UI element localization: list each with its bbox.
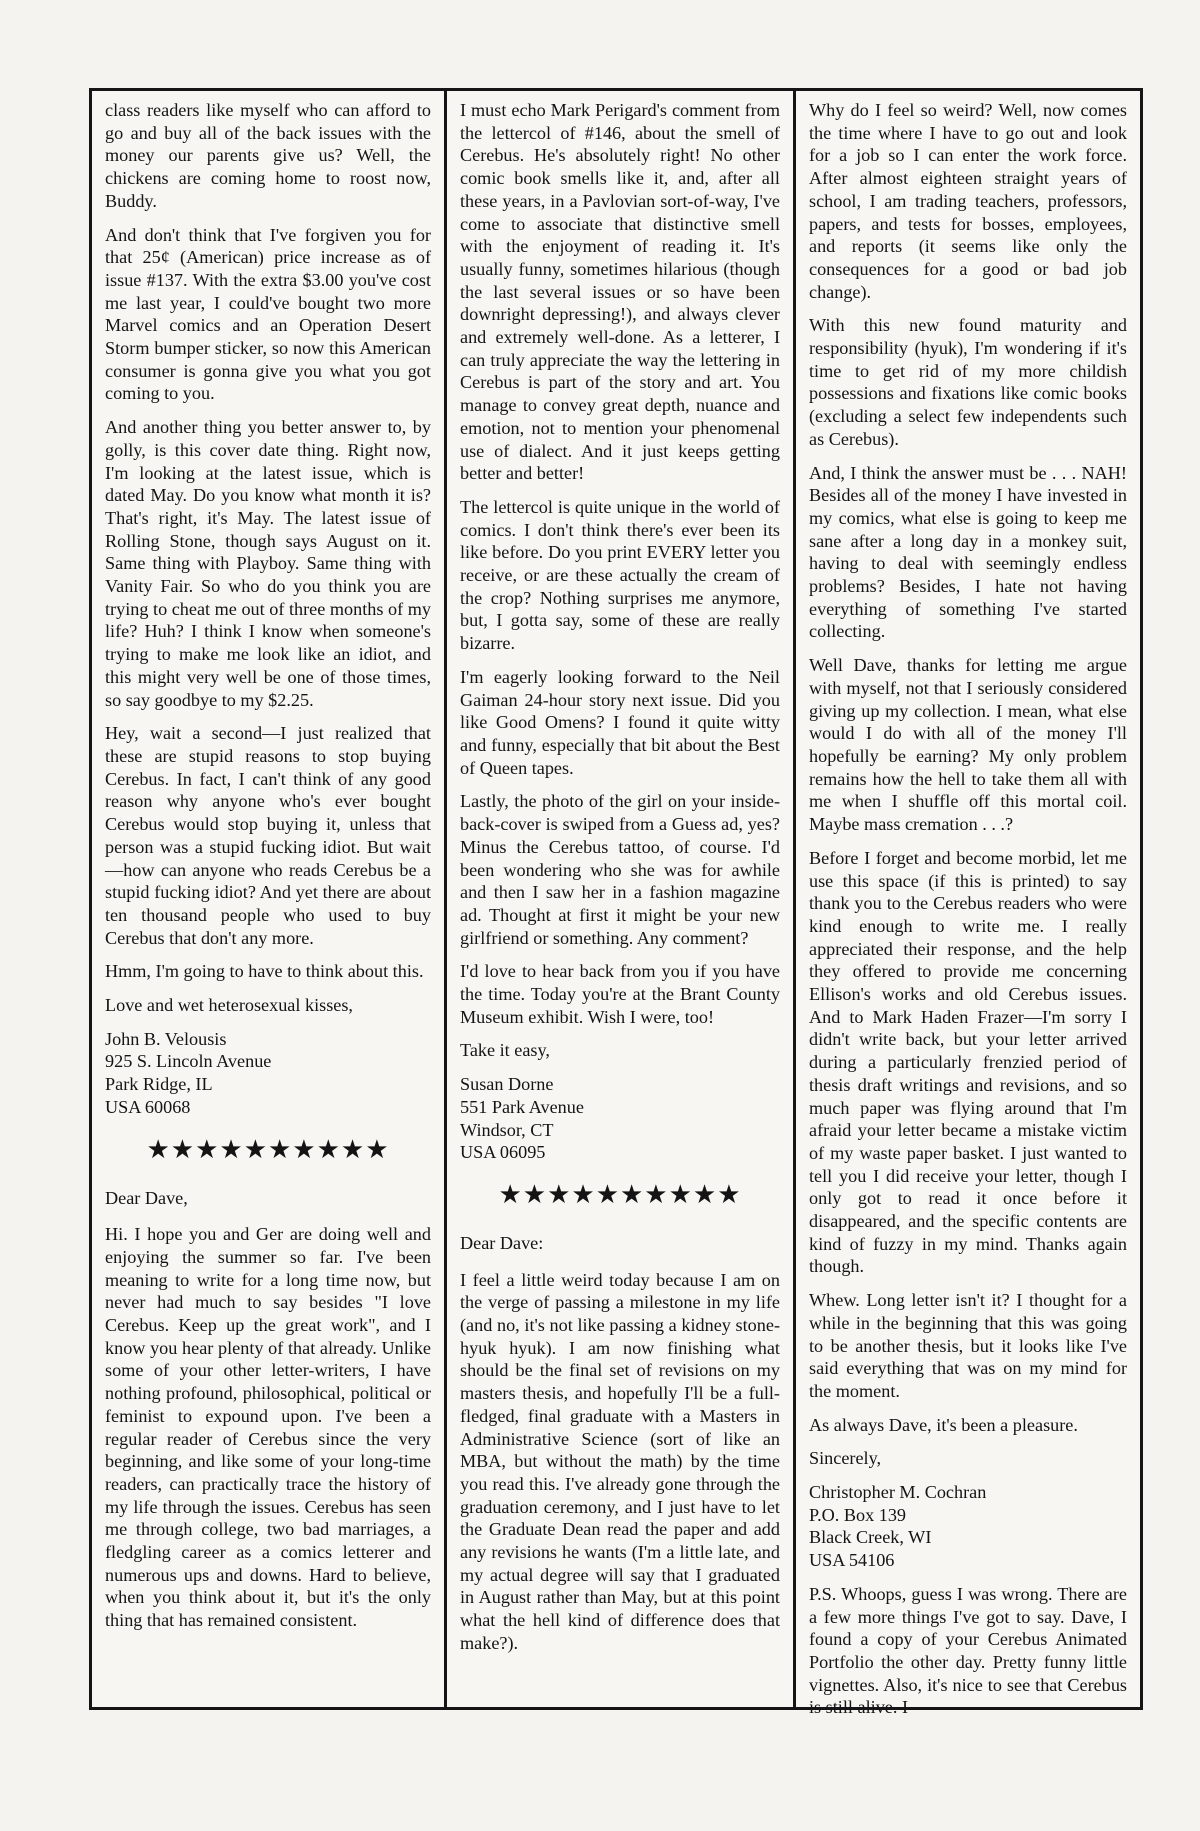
signature-block xyxy=(105,1028,431,1119)
letters-column-frame xyxy=(89,88,1143,1718)
paragraph: I must echo Mark Perigard's comment from the lettercol of #146, about the smell of Cerebus. He's absolutely right! No other comic book smells like it, and, after all these years, in a Pavlovian sort-of-way, I've come to associate that distinctive smell with the enjoyment of reading it. It's usually funny, sometimes hilarious (though the last several issues or so have been downright depressing!), and always clever and extremely well-done. As a letterer, I can truly appreciate the way the lettering in Cerebus is part of the story and art. You manage to convey great depth, nuance and emotion, not to mention your phenomenal use of dialect. And it just keeps getting better and better! xyxy=(460,100,780,484)
address-line: Windsor, CT xyxy=(460,1119,554,1140)
signature-name: Susan Dorne xyxy=(460,1074,554,1095)
paragraph: Hi. I hope you and Ger are doing well and enjoying the summer so far. I've been meaning to write for a long time now, but never had much to say besides "I love Cerebus. Keep up the great work", and I know you hear plenty of that already. Unlike some of your other letter-writers, I have nothing profound, philosophical, political or feminist to expound upon. I've been a regular reader of Cerebus since the very beginning, and like some of your long-time readers, can practically trace the history of my life through the issues. Cerebus has seen me through college, two bad marriages, a fledgling career as a comics letterer and numerous ups and downs. Hard to believe, when you think about it, but it's the only thing that has remained consistent. xyxy=(105,1224,431,1631)
signature-block xyxy=(460,1073,780,1164)
signature-name: Christopher M. Cochran xyxy=(809,1482,987,1503)
address-line: USA 06095 xyxy=(460,1142,546,1163)
paragraph: And, I think the answer must be . . . NAH! Besides all of the money I have invested in my comics, what else is going to keep me sane after a long day in a monkey suit, having to deal with seemingly endless problems? Besides, I hate not having everything of something I've started collecting. xyxy=(809,462,1127,642)
paragraph: class readers like myself who can afford to go and buy all of the back issues with the money our parents give us? Well, the chickens are coming home to roost now, Buddy. xyxy=(105,100,431,211)
paragraph: I'm eagerly looking forward to the Neil Gaiman 24-hour story next issue. Did you like Good Omens? I found it quite witty and funny, especially that bit about the Best of Queen tapes. xyxy=(460,666,780,778)
postscript: P.S. Whoops, guess I was wrong. There are a few more things I've got to say. Dave, I found a copy of your Cerebus Animated Portfolio the other day. Pretty funny little vignettes. Also, it's nice to see that Cerebus is still alive. I xyxy=(809,1583,1127,1718)
address-line: 551 Park Avenue xyxy=(460,1096,584,1117)
greeting: Dear Dave: xyxy=(460,1232,544,1253)
paragraph: As always Dave, it's been a pleasure. xyxy=(809,1414,1078,1435)
column-1 xyxy=(92,91,447,1707)
signature-name: John B. Velousis xyxy=(105,1028,227,1049)
paragraph: And don't think that I've forgiven you for that 25¢ (American) price increase as of issue #137. With the extra $3.00 you've cost me last year, I could've bought two more Marvel comics and an Operation Desert Storm bumper sticker, so now this American consumer is gonna give you what you got coming to you. xyxy=(105,224,431,404)
paragraph: And another thing you better answer to, by golly, is this cover date thing. Right now, I'm looking at the latest issue, which is dated May. Do you know what month it is? That's right, it's May. The latest issue of Rolling Stone, though says August on it. Same thing with Playboy. Same thing with Vanity Fair. So who do you think you are trying to cheat me out of three months of my life? Huh? I think I know when someone's trying to make me look like an idiot, and this might very well be one of those times, so say goodbye to my $2.25. xyxy=(105,417,431,710)
paragraph: Hey, wait a second—I just realized that these are stupid reasons to stop buying Cerebus. In fact, I can't think of any good reason why anyone who's ever bought Cerebus would stop buying it, unless that person was a stupid fucking idiot. But wait—how can anyone who reads Cerebus be a stupid fucking idiot? And yet there are about ten thousand people who used to buy Cerebus that don't any more. xyxy=(105,723,431,948)
paragraph: With this new found maturity and responsibility (hyuk), I'm wondering if it's time to get rid of my more childish possessions and fixations like comic books (excluding a select few independents such as Cerebus). xyxy=(809,315,1127,449)
column-2 xyxy=(447,91,796,1707)
star-divider: ★★★★★★★★★★ xyxy=(146,1134,390,1164)
address-line: P.O. Box 139 xyxy=(809,1504,907,1525)
paragraph: I feel a little weird today because I am on the verge of passing a milestone in my life (and no, it's not like passing a kidney stone-hyuk hyuk). I am now finishing what should be the final set of revisions on my masters thesis, and hopefully I'll be a full-fledged, final graduate with a Masters in Administrative Science (sort of like an MBA, but without the math) by the time you read this. I've already gone through the graduation ceremony, and I just have to let the Graduate Dean read the paper and add any revisions he wants (I'm a little late, and my actual degree will say that I graduated in August rather than May, but at this point what the hell kind of difference does that make?). xyxy=(460,1269,780,1653)
paragraph: Well Dave, thanks for letting me argue with myself, not that I seriously considered giving up my collection. I mean, what else would I do with all of the money I'll hopefully be earning? My only problem remains how the hell to take them all with me when I shuffle off this mortal coil. Maybe mass cremation . . .? xyxy=(809,655,1127,835)
closing: Take it easy, xyxy=(460,1040,550,1061)
paragraph: Whew. Long letter isn't it? I thought for a while in the beginning that this was going to be another thesis, but it looks like I've said everything that was on my mind for the moment. xyxy=(809,1290,1127,1401)
paragraph: Hmm, I'm going to have to think about this. xyxy=(105,961,424,982)
paragraph: Lastly, the photo of the girl on your inside-back-cover is swiped from a Guess ad, yes? Minus the Cerebus tattoo, of course. I'd been wondering who she was for awhile and then I saw her in a fashion magazine ad. Thought at first it might be your new girlfriend or something. Any comment? xyxy=(460,791,780,948)
paragraph: The lettercol is quite unique in the world of comics. I don't think there's ever been its like before. Do you print EVERY letter you receive, or are these actually the cream of the crop? Nothing surprises me anymore, but, I gotta say, some of these are really bizarre. xyxy=(460,496,780,654)
closing: Sincerely, xyxy=(809,1448,882,1469)
star-divider: ★★★★★★★★★★ xyxy=(498,1179,742,1209)
address-line: 925 S. Lincoln Avenue xyxy=(105,1051,272,1072)
column-3 xyxy=(796,91,1140,1718)
address-line: Black Creek, WI xyxy=(809,1527,932,1548)
address-line: Park Ridge, IL xyxy=(105,1074,213,1095)
address-line: USA 60068 xyxy=(105,1096,191,1117)
paragraph: Why do I feel so weird? Well, now comes the time where I have to go out and look for a job so I can enter the work force. After almost eighteen straight years of school, I am trading teachers, professors, papers, and tests for bosses, employees, and reports (it seems like only the consequences for a good or bad job change). xyxy=(809,100,1127,302)
paragraph: Before I forget and become morbid, let me use this space (if this is printed) to say thank you to the Cerebus readers who were kind enough to write me. I really appreciated their response, and the help they offered to provide me concerning Ellison's works and old Cerebus issues. And to Mark Haden Frazer—I'm sorry I didn't write back, but your letter arrived during a particularly frenzied period of thesis draft writings and revisions, and so much paper was flying around that I'm afraid your letter became a mistake victim of my waste paper basket. I just wanted to tell you I did receive your letter, though I only got to read it once before it disappeared, and the specific contents are kind of fuzzy in my mind. Thanks again though. xyxy=(809,847,1127,1277)
address-line: USA 54106 xyxy=(809,1550,895,1571)
signature-block xyxy=(809,1481,1127,1572)
closing: Love and wet heterosexual kisses, xyxy=(105,995,353,1016)
paragraph: I'd love to hear back from you if you have the time. Today you're at the Brant County Museum exhibit. Wish I were, too! xyxy=(460,961,780,1027)
greeting: Dear Dave, xyxy=(105,1187,188,1208)
